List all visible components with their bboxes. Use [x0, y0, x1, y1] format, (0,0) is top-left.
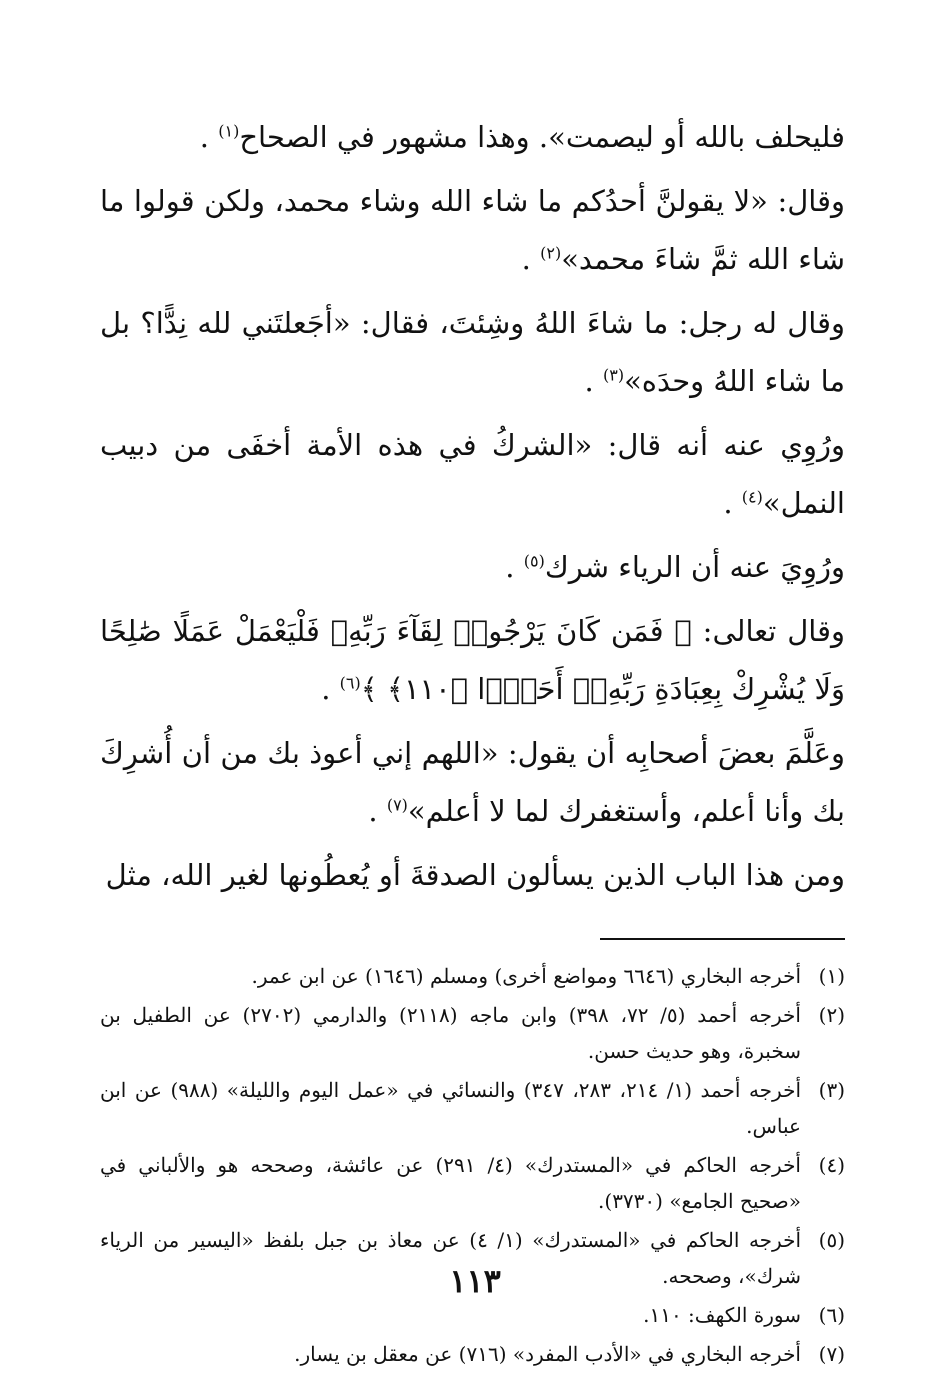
footnote-item	[100, 997, 845, 1069]
paragraph-text: وقال تعالى: ﴿ فَمَن كَانَ يَرْجُوا۟ لِقَآءَ رَبِّهِۦ فَلْيَعْمَلْ عَمَلًا صَٰلِحًا وَلَا يُشْرِكْ بِعِبَادَةِ رَبِّهِۦٓ أَحَدًۢا ﴿١١٠﴾ ﴾	[100, 614, 845, 706]
body-paragraph	[100, 172, 845, 288]
body-paragraph	[100, 724, 845, 840]
paragraph-tail: .	[321, 672, 331, 706]
footnote-number: (٥)	[818, 1228, 845, 1252]
footnote-divider	[600, 938, 845, 940]
quran-verse-paragraph	[100, 602, 845, 718]
body-paragraph	[100, 538, 845, 596]
page-content	[100, 108, 845, 1375]
footnote-item	[100, 1297, 845, 1333]
paragraph-text: وقال له رجل: ما شاءَ اللهُ وشِئتَ، فقال: «أجَعلتَني لله نِدًّا؟ بل ما شاء اللهُ وحدَه»	[100, 306, 845, 398]
footnotes-list	[100, 958, 845, 1372]
footnote-item	[100, 1336, 845, 1372]
body-paragraph	[100, 108, 845, 166]
footnote-text: أخرجه أحمد (١/ ٢١٤، ٢٨٣، ٣٤٧) والنسائي في «عمل اليوم والليلة» (٩٨٨) عن ابن عباس.	[100, 1078, 801, 1138]
footnote-number: (٤)	[818, 1153, 845, 1177]
footnote-text: أخرجه البخاري (٦٦٤٦ ومواضع أخرى) ومسلم (١٦٤٦) عن ابن عمر.	[251, 964, 801, 988]
paragraph-text: ورُوِيَ عنه أن الرياء شرك	[544, 550, 845, 584]
footnote-text: أخرجه البخاري في «الأدب المفرد» (٧١٦) عن معقل بن يسار.	[294, 1342, 801, 1366]
footnote-item	[100, 958, 845, 994]
footnote-item	[100, 1072, 845, 1144]
paragraph-text: فليحلف بالله أو ليصمت». وهذا مشهور في الصحاح	[239, 120, 845, 154]
footnote-marker: (١)	[218, 121, 240, 141]
footnote-marker: (٥)	[523, 551, 545, 571]
footnote-marker: (٤)	[741, 487, 763, 507]
body-paragraph	[100, 294, 845, 410]
footnote-number: (٣)	[818, 1078, 845, 1102]
footnote-number: (٧)	[818, 1342, 845, 1366]
footnote-text: أخرجه الحاكم في «المستدرك» (٤/ ٢٩١) عن عائشة، وصححه هو والألباني في «صحيح الجامع» (٣٧٣٠).	[100, 1153, 801, 1213]
footnote-marker: (٢)	[540, 243, 562, 263]
footnote-marker: (٣)	[602, 365, 625, 385]
paragraph-tail: .	[723, 486, 733, 520]
paragraph-text: وقال: «لا يقولنَّ أحدُكم ما شاء الله وشاء محمد، ولكن قولوا ما شاء الله ثمَّ شاءَ محمد»	[100, 184, 845, 276]
paragraph-tail: .	[505, 550, 515, 584]
page-number: ١١٣	[449, 1262, 501, 1300]
paragraph-text: وعَلَّمَ بعضَ أصحابِه أن يقول: «اللهم إني أعوذ بك من أن أُشرِكَ بك وأنا أعلم، وأستغفرك لما لا أعلم»	[100, 736, 845, 828]
body-paragraph	[100, 846, 845, 904]
footnote-text: سورة الكهف: ١١٠.	[643, 1303, 801, 1327]
footnote-number: (١)	[818, 964, 845, 988]
footnote-text: أخرجه أحمد (٥/ ٧٢، ٣٩٨) وابن ماجه (٢١١٨) والدارمي (٢٧٠٢) عن الطفيل بن سخبرة، وهو حديث حسن.	[100, 1003, 801, 1063]
footnote-number: (٦)	[818, 1303, 845, 1327]
footnote-marker: (٧)	[386, 795, 408, 815]
footnote-text: أخرجه الحاكم في «المستدرك» (١/ ٤) عن معاذ بن جبل بلفظ «اليسير من الرياء شرك»، وصححه.	[100, 1228, 801, 1288]
paragraph-tail: .	[199, 120, 210, 154]
paragraph-tail: .	[368, 794, 378, 828]
paragraph-text: ورُوِي عنه أنه قال: «الشركُ في هذه الأمة أخفَى من دبيب النمل»	[100, 428, 845, 520]
footnote-number: (٢)	[818, 1003, 845, 1027]
paragraph-tail: .	[521, 242, 531, 276]
paragraph-text: ومن هذا الباب الذين يسألون الصدقةَ أو يُعطُونها لغير الله، مثل	[105, 858, 845, 892]
body-paragraph	[100, 416, 845, 532]
paragraph-tail: .	[584, 364, 594, 398]
footnote-item	[100, 1147, 845, 1219]
footnote-marker: (٦)	[339, 673, 361, 693]
